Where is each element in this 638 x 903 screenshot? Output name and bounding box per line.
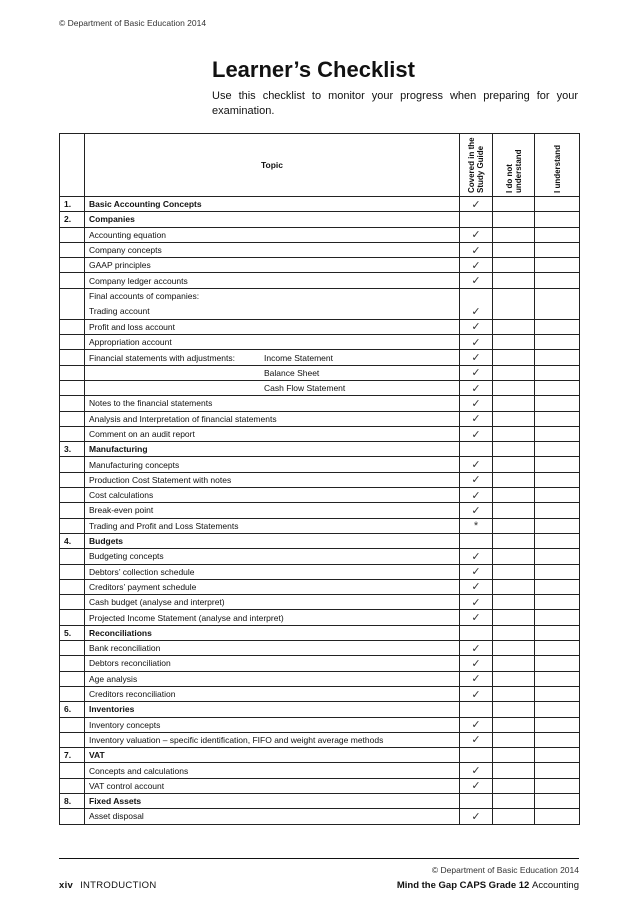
checklist-row xyxy=(60,763,580,778)
topic-label: Financial statements with adjustments: xyxy=(89,352,235,363)
understand-cell[interactable] xyxy=(535,763,580,778)
checklist-row xyxy=(60,610,580,625)
topic-item: Accounting equation xyxy=(85,227,460,242)
understand-cell[interactable] xyxy=(535,518,580,533)
covered-checkmark: ✓ xyxy=(460,411,493,426)
covered-cell xyxy=(460,212,493,227)
item-number xyxy=(60,809,85,824)
understand-cell[interactable] xyxy=(535,503,580,518)
topic-item: Age analysis xyxy=(85,671,460,686)
understand-cell[interactable] xyxy=(535,579,580,594)
section-title: Basic Accounting Concepts xyxy=(85,197,460,212)
covered-checkmark: ✓ xyxy=(460,242,493,257)
item-number: 6. xyxy=(60,702,85,717)
item-number xyxy=(60,763,85,778)
covered-checkmark: ✓ xyxy=(460,365,493,380)
checklist-row xyxy=(60,197,580,212)
not-understand-cell[interactable] xyxy=(493,656,535,671)
not-understand-cell[interactable] xyxy=(493,350,535,365)
understand-cell[interactable] xyxy=(535,472,580,487)
not-understand-cell[interactable] xyxy=(493,641,535,656)
section-title: Reconciliations xyxy=(85,625,460,640)
not-understand-header-label: I do not understand xyxy=(504,149,523,193)
footer-divider xyxy=(59,858,579,859)
item-number: 5. xyxy=(60,625,85,640)
covered-checkmark: ✓ xyxy=(460,197,493,212)
section-title: Companies xyxy=(85,212,460,227)
covered-checkmark: ✓ xyxy=(460,335,493,350)
checklist-row xyxy=(60,365,580,380)
not-understand-cell[interactable] xyxy=(493,748,535,763)
understand-cell[interactable] xyxy=(535,396,580,411)
section-title: Inventories xyxy=(85,702,460,717)
covered-checkmark: ✓ xyxy=(460,273,493,288)
topic-sub-label: Income Statement xyxy=(264,352,333,363)
topic-item xyxy=(85,288,460,319)
item-number xyxy=(60,641,85,656)
covered-checkmark: ✓ xyxy=(460,227,493,242)
item-number xyxy=(60,579,85,594)
not-understand-cell[interactable] xyxy=(493,579,535,594)
not-understand-cell[interactable] xyxy=(493,625,535,640)
item-number xyxy=(60,778,85,793)
covered-checkmark: ✓ xyxy=(460,717,493,732)
checklist-row xyxy=(60,549,580,564)
checklist-row xyxy=(60,488,580,503)
checklist-row xyxy=(60,702,580,717)
covered-checkmark: ✓ xyxy=(460,671,493,686)
covered-checkmark: ✓ xyxy=(460,380,493,395)
checklist-row xyxy=(60,686,580,701)
not-understand-cell[interactable] xyxy=(493,717,535,732)
checklist-row xyxy=(60,595,580,610)
item-number xyxy=(60,319,85,334)
understand-cell[interactable] xyxy=(535,242,580,257)
understand-cell[interactable] xyxy=(535,533,580,548)
covered-checkmark: ✓ xyxy=(460,288,493,319)
item-number xyxy=(60,335,85,350)
checklist-row xyxy=(60,350,580,365)
checklist-row xyxy=(60,258,580,273)
section-title: Manufacturing xyxy=(85,442,460,457)
covered-checkmark: ✓ xyxy=(460,549,493,564)
understand-cell[interactable] xyxy=(535,671,580,686)
checklist-row xyxy=(60,457,580,472)
not-understand-cell[interactable] xyxy=(493,564,535,579)
checklist-row xyxy=(60,656,580,671)
covered-checkmark: ✓ xyxy=(460,595,493,610)
checklist-row xyxy=(60,319,580,334)
understand-cell[interactable] xyxy=(535,457,580,472)
not-understand-cell[interactable] xyxy=(493,503,535,518)
not-understand-cell[interactable] xyxy=(493,242,535,257)
topic-label: Final accounts of companies: xyxy=(89,290,200,301)
understand-cell[interactable] xyxy=(535,809,580,824)
topic-label-second: Trading account xyxy=(89,305,150,316)
not-understand-cell[interactable] xyxy=(493,411,535,426)
covered-checkmark: ✓ xyxy=(460,472,493,487)
covered-checkmark: ✓ xyxy=(460,350,493,365)
covered-column-header xyxy=(460,134,493,197)
topic-item: Trading and Profit and Loss Statements xyxy=(85,518,460,533)
item-number xyxy=(60,717,85,732)
understand-cell[interactable] xyxy=(535,717,580,732)
checklist-row xyxy=(60,533,580,548)
item-number xyxy=(60,242,85,257)
not-understand-cell[interactable] xyxy=(493,319,535,334)
covered-checkmark: ✓ xyxy=(460,809,493,824)
item-number: 1. xyxy=(60,197,85,212)
topic-item: Projected Income Statement (analyse and interpret) xyxy=(85,610,460,625)
checklist-row xyxy=(60,671,580,686)
topic-item: Notes to the financial statements xyxy=(85,396,460,411)
learner-checklist-table xyxy=(59,133,580,825)
item-number xyxy=(60,488,85,503)
publication-subject: Accounting xyxy=(531,880,579,891)
covered-cell xyxy=(460,793,493,808)
checklist-row xyxy=(60,442,580,457)
covered-checkmark: ✓ xyxy=(460,503,493,518)
not-understand-cell[interactable] xyxy=(493,595,535,610)
header-copyright: © Department of Basic Education 2014 xyxy=(59,18,207,28)
topic-item: Manufacturing concepts xyxy=(85,457,460,472)
understand-cell[interactable] xyxy=(535,564,580,579)
topic-item: Analysis and Interpretation of financial statements xyxy=(85,411,460,426)
not-understand-cell[interactable] xyxy=(493,809,535,824)
understand-cell[interactable] xyxy=(535,212,580,227)
topic-item: Company concepts xyxy=(85,242,460,257)
checklist-row xyxy=(60,717,580,732)
covered-checkmark: ✓ xyxy=(460,763,493,778)
covered-checkmark: ✓ xyxy=(460,396,493,411)
item-number xyxy=(60,380,85,395)
item-number xyxy=(60,671,85,686)
understand-column-header xyxy=(535,134,580,197)
understand-cell[interactable] xyxy=(535,335,580,350)
checklist-row xyxy=(60,793,580,808)
checklist-row xyxy=(60,503,580,518)
intro-text: Use this checklist to monitor your progress when preparing for your examination. xyxy=(212,90,578,117)
covered-cell xyxy=(460,702,493,717)
covered-checkmark: ✓ xyxy=(460,656,493,671)
not-understand-cell[interactable] xyxy=(493,365,535,380)
covered-checkmark: ✓ xyxy=(460,579,493,594)
covered-checkmark: ✓ xyxy=(460,641,493,656)
footer-section: INTRODUCTION xyxy=(80,880,157,891)
topic-item: Profit and loss account xyxy=(85,319,460,334)
understand-cell[interactable] xyxy=(535,793,580,808)
not-understand-cell[interactable] xyxy=(493,518,535,533)
not-understand-cell[interactable] xyxy=(493,212,535,227)
understand-cell[interactable] xyxy=(535,380,580,395)
item-number xyxy=(60,518,85,533)
topic-item: Cash budget (analyse and interpret) xyxy=(85,595,460,610)
not-understand-column-header xyxy=(493,134,535,197)
checklist-row xyxy=(60,732,580,747)
section-title: Budgets xyxy=(85,533,460,548)
item-number: 2. xyxy=(60,212,85,227)
topic-sub-label: Cash Flow Statement xyxy=(264,383,346,394)
checklist-row xyxy=(60,273,580,288)
understand-cell[interactable] xyxy=(535,411,580,426)
item-number xyxy=(60,227,85,242)
topic-item: Inventory concepts xyxy=(85,717,460,732)
covered-cell xyxy=(460,533,493,548)
checklist-row xyxy=(60,242,580,257)
topic-item: Break-even point xyxy=(85,503,460,518)
item-number xyxy=(60,564,85,579)
item-number xyxy=(60,426,85,441)
understand-cell[interactable] xyxy=(535,319,580,334)
not-understand-cell[interactable] xyxy=(493,288,535,319)
topic-item: GAAP principles xyxy=(85,258,460,273)
topic-item: Production Cost Statement with notes xyxy=(85,472,460,487)
not-understand-cell[interactable] xyxy=(493,258,535,273)
understand-cell[interactable] xyxy=(535,488,580,503)
checklist-row xyxy=(60,564,580,579)
checklist-row xyxy=(60,809,580,824)
not-understand-cell[interactable] xyxy=(493,763,535,778)
not-understand-cell[interactable] xyxy=(493,426,535,441)
covered-checkmark: ✓ xyxy=(460,732,493,747)
checklist-row xyxy=(60,380,580,395)
understand-cell[interactable] xyxy=(535,273,580,288)
not-understand-cell[interactable] xyxy=(493,380,535,395)
covered-cell xyxy=(460,625,493,640)
footer-page-info xyxy=(59,880,157,891)
covered-cell: * xyxy=(460,518,493,533)
covered-checkmark: ✓ xyxy=(460,610,493,625)
covered-checkmark: ✓ xyxy=(460,319,493,334)
not-understand-cell[interactable] xyxy=(493,197,535,212)
understand-cell[interactable] xyxy=(535,197,580,212)
item-number xyxy=(60,686,85,701)
understand-cell[interactable] xyxy=(535,686,580,701)
understand-cell[interactable] xyxy=(535,641,580,656)
checklist-body xyxy=(60,197,580,825)
understand-cell[interactable] xyxy=(535,778,580,793)
not-understand-cell[interactable] xyxy=(493,273,535,288)
item-number xyxy=(60,656,85,671)
item-number xyxy=(60,411,85,426)
topic-item: VAT control account xyxy=(85,778,460,793)
topic-item: Debtors’ collection schedule xyxy=(85,564,460,579)
not-understand-cell[interactable] xyxy=(493,686,535,701)
item-number xyxy=(60,732,85,747)
covered-checkmark: ✓ xyxy=(460,564,493,579)
checklist-row xyxy=(60,641,580,656)
number-column-header xyxy=(60,134,85,197)
topic-item: Concepts and calculations xyxy=(85,763,460,778)
item-number xyxy=(60,472,85,487)
topic-item: Inventory valuation – specific identification, FIFO and weight average methods xyxy=(85,732,460,747)
item-number xyxy=(60,610,85,625)
not-understand-cell[interactable] xyxy=(493,227,535,242)
checklist-row xyxy=(60,426,580,441)
understand-cell[interactable] xyxy=(535,258,580,273)
covered-checkmark: ✓ xyxy=(460,488,493,503)
understand-cell[interactable] xyxy=(535,549,580,564)
topic-item: Budgeting concepts xyxy=(85,549,460,564)
not-understand-cell[interactable] xyxy=(493,533,535,548)
item-number xyxy=(60,396,85,411)
checklist-row xyxy=(60,472,580,487)
topic-item: Bank reconciliation xyxy=(85,641,460,656)
not-understand-cell[interactable] xyxy=(493,778,535,793)
covered-checkmark: ✓ xyxy=(460,686,493,701)
covered-checkmark: ✓ xyxy=(460,426,493,441)
covered-checkmark: ✓ xyxy=(460,457,493,472)
not-understand-cell[interactable] xyxy=(493,457,535,472)
not-understand-cell[interactable] xyxy=(493,793,535,808)
topic-item: Asset disposal xyxy=(85,809,460,824)
topic-item xyxy=(85,350,460,365)
understand-cell[interactable] xyxy=(535,625,580,640)
checklist-row xyxy=(60,625,580,640)
topic-item xyxy=(85,365,460,380)
item-number xyxy=(60,350,85,365)
topic-sub-label: Balance Sheet xyxy=(264,367,320,378)
item-number xyxy=(60,365,85,380)
understand-cell[interactable] xyxy=(535,732,580,747)
not-understand-cell[interactable] xyxy=(493,702,535,717)
checklist-row xyxy=(60,227,580,242)
section-title: VAT xyxy=(85,748,460,763)
item-number xyxy=(60,258,85,273)
understand-cell[interactable] xyxy=(535,227,580,242)
understand-cell[interactable] xyxy=(535,288,580,319)
topic-item: Company ledger accounts xyxy=(85,273,460,288)
topic-item: Appropriation account xyxy=(85,335,460,350)
item-number xyxy=(60,457,85,472)
not-understand-cell[interactable] xyxy=(493,442,535,457)
not-understand-cell[interactable] xyxy=(493,732,535,747)
understand-cell[interactable] xyxy=(535,350,580,365)
understand-cell[interactable] xyxy=(535,748,580,763)
page-title: Learner’s Checklist xyxy=(212,57,415,82)
not-understand-cell[interactable] xyxy=(493,396,535,411)
covered-checkmark: ✓ xyxy=(460,258,493,273)
not-understand-cell[interactable] xyxy=(493,671,535,686)
item-number xyxy=(60,273,85,288)
item-number: 3. xyxy=(60,442,85,457)
topic-item xyxy=(85,380,460,395)
checklist-row xyxy=(60,288,580,319)
checklist-row xyxy=(60,335,580,350)
understand-cell[interactable] xyxy=(535,442,580,457)
covered-checkmark: ✓ xyxy=(460,778,493,793)
checklist-row xyxy=(60,778,580,793)
topic-item: Debtors reconciliation xyxy=(85,656,460,671)
item-number xyxy=(60,549,85,564)
understand-cell[interactable] xyxy=(535,595,580,610)
not-understand-cell[interactable] xyxy=(493,472,535,487)
checklist-row xyxy=(60,518,580,533)
checklist-row xyxy=(60,748,580,763)
topic-item: Cost calculations xyxy=(85,488,460,503)
checklist-row xyxy=(60,396,580,411)
topic-item: Comment on an audit report xyxy=(85,426,460,441)
section-title: Fixed Assets xyxy=(85,793,460,808)
item-number: 7. xyxy=(60,748,85,763)
item-number: 8. xyxy=(60,793,85,808)
understand-cell[interactable] xyxy=(535,610,580,625)
not-understand-cell[interactable] xyxy=(493,488,535,503)
table-header-row xyxy=(60,134,580,197)
understand-cell[interactable] xyxy=(535,365,580,380)
covered-cell xyxy=(460,442,493,457)
not-understand-cell[interactable] xyxy=(493,549,535,564)
footer-copyright: © Department of Basic Education 2014 xyxy=(431,865,579,875)
topic-item: Creditors reconciliation xyxy=(85,686,460,701)
topic-column-header: Topic xyxy=(85,134,460,197)
understand-cell[interactable] xyxy=(535,656,580,671)
item-number xyxy=(60,288,85,319)
checklist-row xyxy=(60,579,580,594)
topic-item: Creditors’ payment schedule xyxy=(85,579,460,594)
item-number: 4. xyxy=(60,533,85,548)
item-number xyxy=(60,503,85,518)
checklist-row xyxy=(60,411,580,426)
item-number xyxy=(60,595,85,610)
page-number: xiv xyxy=(59,880,74,891)
not-understand-cell[interactable] xyxy=(493,335,535,350)
understand-header-label: I understand xyxy=(552,144,562,193)
footer-publication-info xyxy=(397,880,579,891)
understand-cell[interactable] xyxy=(535,702,580,717)
checklist-row xyxy=(60,212,580,227)
covered-header-label: Covered in the Study Guide xyxy=(467,137,485,193)
covered-cell xyxy=(460,748,493,763)
publication-title: Mind the Gap CAPS Grade 12 xyxy=(396,880,530,891)
understand-cell[interactable] xyxy=(535,426,580,441)
not-understand-cell[interactable] xyxy=(493,610,535,625)
